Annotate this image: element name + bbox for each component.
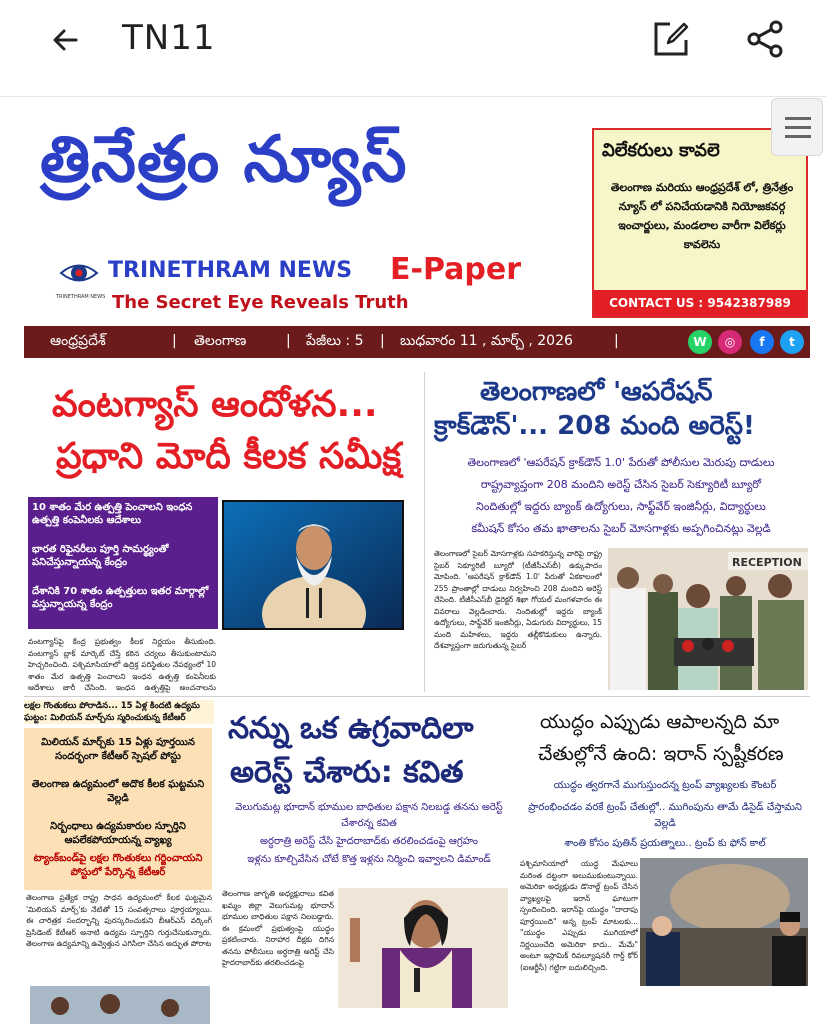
story4-body-tail <box>520 992 810 1004</box>
nav-pages: పేజీలు : 5 <box>306 333 364 349</box>
story3-sub: ఇళ్లను కూల్చివేసిన చోటే కొత్త ఇళ్లను నిర్మించి ఇవ్వాలని డిమాండ్ <box>247 854 491 865</box>
nav-separator: | <box>380 333 385 349</box>
story5-top-1: లక్షల గొంతుకలు పోరాడిన... 15 ఏళ్ల కిందటి ఉద్యమ <box>24 701 200 711</box>
story1-point: దేశానికి 70 శాతం ఉత్పత్తులు ఇతర మార్గాల్లో వస్తున్నాయన్న కేంద్రం <box>32 586 209 610</box>
story2-photo <box>608 548 808 690</box>
story5-photo <box>30 986 210 1024</box>
recruitment-ad <box>592 128 808 318</box>
nav-separator: | <box>172 333 177 349</box>
story5-sub: తెలంగాణ ఉద్యమంలో అదొక కీలక ఘట్టమని వెల్లడి <box>31 779 205 804</box>
story2-sub: తెలంగాణలో 'ఆపరేషన్ క్రాక్‌డౌన్ 1.0' పేరుతో పోలీసుల మెరుపు దాడులు <box>467 456 775 469</box>
ad-text: తెలంగాణ మరియు ఆంధ్రప్రదేశ్ లో, త్రినేత్రం న్యూస్ లో పనిచేయడానికి నియోజకవర్గ ఇంచార్జులు, మండలాల వారీగా విలేకర్లు కావలెను <box>610 181 794 251</box>
story1-photo <box>222 500 404 630</box>
story3-photo <box>338 888 508 1008</box>
story1-point: భారత రిఫైనరీలు పూర్తి సామర్థ్యంతో పనిచేస్తున్నాయన్న కేంద్రం <box>32 544 169 568</box>
story1-body: వంటగ్యాస్‌పై కేంద్ర ప్రభుత్వం కీలక నిర్ణయం తీసుకుంది. వంటగ్యాస్ బ్లాక్ మార్కెట్ చేస్తే కఠిన చర్యలు తీసుకుంటామని హెచ్చరించింది. పశ్చిమాసియాలో ఉద్రిక్త పరిస్థితుల నేపథ్యంలో 10 శాతం మేర ఉత్పత్తి పెంచాలని ఇంధన ఉత్పత్తి కంపెనీలకు ఆదేశాలు జారీ చేసింది. ఇంధన ఉత్పత్తిపై అంచనాలను <box>28 637 216 692</box>
nav-separator: | <box>286 333 291 349</box>
story4-sub: యుద్ధం త్వరగానే ముగుస్తుందన్న ట్రంప్ వ్యాఖ్యలకు కౌంటర్ <box>553 780 777 791</box>
story1-headline-2[interactable]: ప్రధాని మోదీ కీలక సమీక్ష <box>56 436 402 477</box>
story4-sub: శాంతి కోసం పుతిన్ ప్రయత్నాలు.. ట్రంప్ కు ఫోన్ కాల్ <box>564 838 766 849</box>
story2-headline-1[interactable]: తెలంగాణలో 'ఆపరేషన్ <box>480 377 713 407</box>
brand-name: TRINETHRAM NEWS <box>108 258 353 283</box>
tagline: The Secret Eye Reveals Truth <box>112 292 409 313</box>
story3-headline-1[interactable]: నన్ను ఒక ఉగ్రవాదిలా <box>228 711 474 746</box>
story5-body: తెలంగాణ ప్రత్యేక రాష్ట్ర సాధన ఉద్యమంలో కీలక ఘట్టమైన 'మిలియన్ మార్చ్'కు నేటితో 15 సంవత్సరాలు పూర్తయ్యాయి. ఈ చారిత్రక సందర్భాన్ని పురస్కరించుకుని బీఆర్ఎస్ వర్కింగ్ ప్రెసిడెంట్ కేటీఆర్ అనాటి ఉద్యమ స్ఫూర్తిని గుర్తుచేసుకున్నారు. తెలంగాణ ఉద్యమాన్ని ఉవ్వెత్తున ఎగిసేలా చేసిన అద్భుత పోరాట <box>26 893 212 948</box>
story3-sub: అర్ధరాత్రి అరెస్ట్ చేసి హైదరాబాద్‌కు తరలించడంపై ఆగ్రహం <box>260 836 478 847</box>
masthead-title: త్రినేత్రం న్యూస్ <box>40 123 408 197</box>
story2-sub: నిందితుల్లో ఇద్దరు బ్యాంక్ ఉద్యోగులు, సాఫ్ట్‌వేర్ ఇంజినీర్లు, విద్యార్థులు <box>476 500 766 513</box>
menu-icon[interactable] <box>771 98 823 156</box>
column-divider <box>424 372 425 692</box>
story1-point: 10 శాతం మేర ఉత్పత్తి పెంచాలని ఇంధన ఉత్పత్తి కంపెనీలకు ఆదేశాలు <box>32 502 193 526</box>
nav-state-ap: ఆంధ్రప్రదేశ్ <box>50 333 106 349</box>
ad-contact: CONTACT US : 9542387989 <box>594 290 806 316</box>
edition-label: E-Paper <box>390 252 521 287</box>
app-bar <box>0 0 826 80</box>
nav-separator: | <box>614 333 619 349</box>
story1-body-col2 <box>222 636 406 670</box>
story5-top-2: ఘట్టం: మిలియన్ మార్చ్‌ను స్మరించుకున్న కేటీఆర్ <box>24 713 186 723</box>
story3-headline-2[interactable]: అరెస్ట్ చేశారు: కవిత <box>230 755 464 790</box>
story2-sub: రాష్ట్రవ్యాప్తంగా 208 మందిని అరెస్ట్ చేసిన సైబర్ సెక్యూరిటీ బ్యూరో <box>480 478 762 491</box>
edit-icon[interactable] <box>648 16 694 62</box>
story5-top-banner <box>24 700 214 724</box>
story3-sub: వెలుగుమట్ల భూదాన్ భూముల బాధితుల పక్షాన నిలబడ్డ తనను అరెస్ట్ చేశారన్న కవిత <box>235 802 503 829</box>
share-icon[interactable] <box>742 16 788 62</box>
story5-sub: నిర్బంధాలు ఉద్యమకారుల స్ఫూర్తిని ఆపలేకపోయాయన్న వ్యాఖ్య <box>50 821 186 846</box>
nav-date: బుధవారం 11 , మార్చ్ , 2026 <box>400 333 573 349</box>
story4-headline-1[interactable]: యుద్ధం ఎప్పుడు ఆపాలన్నది మా <box>540 711 780 733</box>
story4-photo <box>640 858 808 986</box>
story4-headline-2[interactable]: చేతుల్లోనే ఉంది: ఇరాన్ స్పష్టీకరణ <box>538 743 784 765</box>
story2-body: తెలంగాణలో సైబర్ మోసగాళ్లకు సహకరిస్తున్న వారిపై రాష్ట్ర సైబర్ సెక్యూరిటీ బ్యూరో (టీజీసీఎస్‌బీ) ఉక్కుపాదం మోపింది. 'ఆపరేషన్ క్రాక్‌డౌన్ 1.0' పేరుతో ఏకకాలంలో 255 ప్రాంతాల్లో దాడులు నిర్వహించి 208 మందిని అరెస్ట్ చేసింది. టీజీసీఎస్‌బీ డైరెక్టర్ శిఖా గోయల్ మంగళవారం ఈ వివరాలు వెల్లడించారు. నిందితుల్లో ఇద్దరు బ్యాంక్ ఉద్యోగులు, సాఫ్ట్‌వేర్ ఇంజినీర్లు, ఏడుగురు విద్యార్థులు, 15 మంది మహిళలు, ఇద్దరు తల్లీకొడుకులు ఉన్నారు. దేశవ్యాప్తంగా జరుగుతున్న సైబర్ <box>434 549 602 650</box>
ad-heading: విలేకరులు కావలె <box>602 140 720 161</box>
arrow-left-icon[interactable] <box>46 18 90 62</box>
logo-caption: TRINETHRAM NEWS <box>56 294 106 300</box>
story5-sub: ట్యాంక్‌బండ్‌పై లక్షల గొంతుకలు గర్జించాయని పోస్టులో పేర్కొన్న కేటీఆర్ <box>33 853 203 878</box>
story1-highlights <box>28 497 218 629</box>
story2-headline-2[interactable]: క్రాక్‌డౌన్'... 208 మంది అరెస్ట్! <box>434 411 755 441</box>
facebook-icon[interactable]: f <box>750 330 774 354</box>
story3-body: తెలంగాణ జాగృతి అధ్యక్షురాలు కవిత ఖమ్మం జిల్లా వెలుగుమట్ల భూదాన్ భూముల బాధితుల పక్షాన నిలబడ్డారు. ఈ క్రమంలో ప్రభుత్వంపై యుద్ధం ప్రకటించారు. నిరాహార దీక్షకు దిగిన తనను పోలీసులు అర్ధరాత్రి అరెస్ట్ చేసి హైదరాబాద్‌కు తరలించడంపై <box>222 889 334 967</box>
story2-sub: కమీషన్ కోసం తమ ఖాతాలను సైబర్ మోసగాళ్లకు అప్పగించినట్లు వెల్లడి <box>471 522 771 535</box>
instagram-icon[interactable]: ◎ <box>718 330 742 354</box>
story4-sub: ప్రారంభించడం వరకే ట్రంప్ చేతుల్లో.. ముగింపును తామే డిసైడ్ చేస్తామని వెల్లడి <box>528 802 802 829</box>
story5-highlights <box>24 728 212 890</box>
app-title: TN11 <box>122 18 216 58</box>
twitter-icon[interactable]: t <box>780 330 804 354</box>
eye-logo-icon <box>58 252 100 294</box>
photo-reception-text: RECEPTION <box>732 556 802 569</box>
story4-body: పశ్చిమాసియాలో యుద్ధ మేఘాలు మరింత దట్టంగా అలుముకుంటున్నాయి. అమెరికా అధ్యక్షుడు డొనాల్డ్ ట్రంప్ చేసిన వ్యాఖ్యలపై ఇరాన్ ఘాటుగా స్పందించింది. ఇరాన్‌పై యుద్ధం "దాదాపు పూర్తయింది" అన్న ట్రంప్ మాటలకు... "యుద్ధం ఎప్పుడు ముగియాలో నిర్ణయించేది అమెరికా కాదు.. మేమే" అంటూ ఇస్లామిక్ రివల్యూషనరీ గార్డ్ కోర్ (ఐఆర్జీసీ) గట్టిగా బదులిచ్చింది. <box>520 859 638 972</box>
row-divider <box>24 696 810 697</box>
nav-state-tg: తెలంగాణ <box>194 333 247 349</box>
story5-sub: మిలియన్ మార్చ్‌కు 15 ఏళ్లు పూర్తయిన సందర్భంగా కేటీఆర్ స్పెషల్ పోస్టు <box>41 737 195 762</box>
story1-headline-1[interactable]: వంటగ్యాస్ ఆందోళన... <box>52 384 378 425</box>
whatsapp-icon[interactable]: W <box>688 330 712 354</box>
